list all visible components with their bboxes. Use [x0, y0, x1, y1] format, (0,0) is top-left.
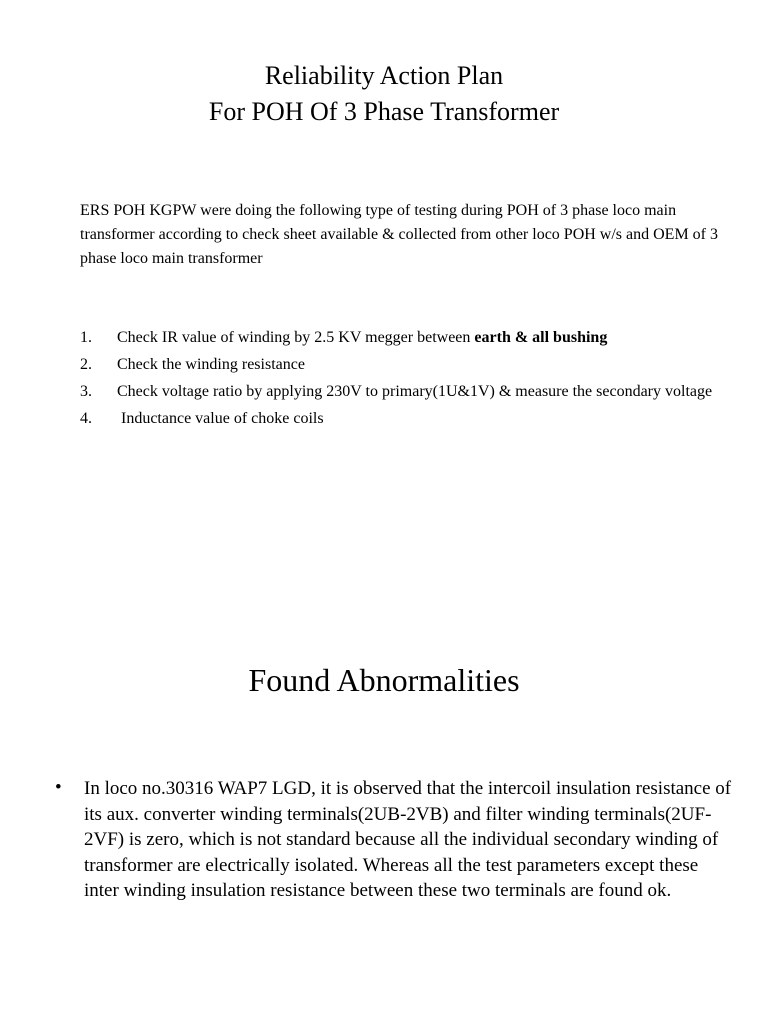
list-item	[80, 380, 720, 404]
list-item-number: 2.	[80, 356, 92, 373]
list-item	[80, 407, 720, 431]
list-item-number: 1.	[80, 329, 92, 346]
list-item-number: 3.	[80, 383, 92, 400]
list-item-text: Inductance value of choke coils	[121, 410, 324, 427]
list-item-text-bold: earth & all bushing	[474, 329, 608, 346]
section-heading: Found Abnormalities	[248, 662, 520, 698]
list-item-text-regular: Check IR value of winding by 2.5 KV megger between	[117, 329, 475, 346]
test-steps-list	[80, 326, 720, 434]
list-item	[80, 326, 720, 350]
title-line-1: Reliability Action Plan	[264, 61, 504, 90]
list-item-text	[117, 329, 607, 346]
list-item	[80, 353, 720, 377]
list-item	[55, 776, 735, 904]
bullet-text: In loco no.30316 WAP7 LGD, it is observed that the intercoil insulation resistance of its aux. converter winding terminals(2UB-2VB) and filter winding terminals(2UF-2VF) is zero, which is not standard because all the individual secondary winding of transformer are electrically isolated. Whereas all the test parameters except these inter winding insulation resistance between these two terminals are found ok.	[84, 778, 732, 901]
title-line-2: For POH Of 3 Phase Transformer	[208, 97, 560, 126]
list-item-text: Check voltage ratio by applying 230V to primary(1U&1V) & measure the secondary voltage	[117, 383, 713, 400]
bullet-icon: •	[55, 777, 62, 798]
intro-paragraph: ERS POH KGPW were doing the following type of testing during POH of 3 phase loco main transformer according to check sheet available & collected from other loco POH w/s and OEM of 3 phase loco main transformer	[80, 202, 719, 267]
list-item-number: 4.	[80, 410, 92, 427]
list-item-text: Check the winding resistance	[117, 356, 305, 373]
abnormalities-list	[55, 776, 735, 904]
